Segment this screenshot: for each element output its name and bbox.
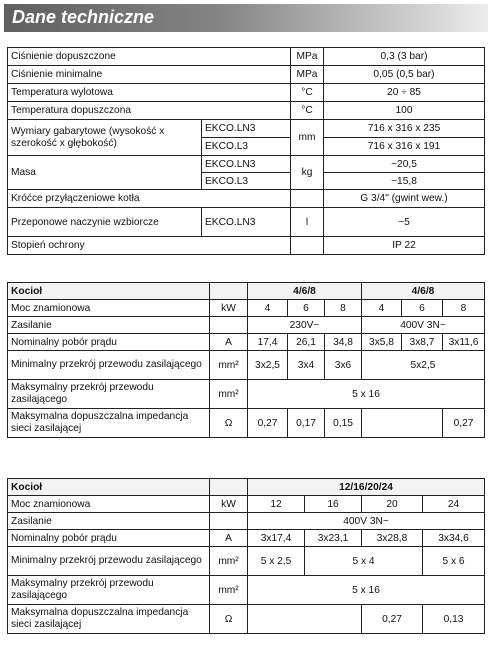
technical-data-table — [7, 47, 485, 255]
row-label: Maksymalna dopuszczalna impedancja sieci zasilającej — [8, 605, 210, 634]
row-unit: mm² — [210, 380, 248, 409]
header-empty — [210, 479, 248, 496]
cell: 230V~ — [248, 317, 362, 334]
cell: 5 x 2,5 — [248, 547, 305, 576]
row-unit: Ω — [210, 409, 248, 438]
row-value: 0,3 (3 bar) — [324, 48, 485, 66]
header-label: Kocioł — [8, 479, 210, 496]
cell: 0,17 — [288, 409, 325, 438]
table-row — [8, 48, 485, 66]
section-header — [4, 4, 488, 32]
cell: 8 — [443, 300, 485, 317]
model-name: EKCO.LN3 — [202, 156, 291, 173]
row-label: Wymiary gabarytowe (wysokość x szerokość x głębokość) — [8, 120, 202, 156]
table-row — [8, 102, 485, 120]
table-row — [8, 409, 485, 438]
cell: 6 — [288, 300, 325, 317]
cell: 3x6 — [325, 351, 362, 380]
row-unit — [210, 317, 248, 334]
table-row — [8, 120, 485, 138]
row-label: Nominalny pobór prądu — [8, 334, 210, 351]
row-label: Króćce przyłączeniowe kotła — [8, 190, 291, 208]
cell: 0,27 — [362, 605, 423, 634]
row-unit: mm² — [210, 547, 248, 576]
cell — [362, 409, 443, 438]
table-row — [8, 351, 485, 380]
row-value: IP 22 — [324, 237, 485, 255]
row-label: Ciśnienie dopuszczone — [8, 48, 291, 66]
row-unit — [210, 513, 248, 530]
row-value: 716 x 316 x 191 — [324, 138, 485, 156]
row-label: Zasilanie — [8, 317, 210, 334]
cell: 16 — [305, 496, 362, 513]
row-value: G 3/4" (gwint wew.) — [324, 190, 485, 208]
table-row — [8, 513, 485, 530]
row-label: Zasilanie — [8, 513, 210, 530]
table-row — [8, 190, 485, 208]
table-row — [8, 605, 485, 634]
row-unit: Ω — [210, 605, 248, 634]
table-row — [8, 530, 485, 547]
cell: 5 x 16 — [248, 380, 485, 409]
table-row — [8, 380, 485, 409]
row-unit: kW — [210, 496, 248, 513]
row-unit: MPa — [291, 66, 324, 84]
table-row — [8, 317, 485, 334]
row-unit: kg — [291, 156, 324, 190]
row-label: Minimalny przekrój przewodu zasilającego — [8, 547, 210, 576]
cell: 26,1 — [288, 334, 325, 351]
header-label: Kocioł — [8, 283, 210, 300]
cell: 5 x 16 — [248, 576, 485, 605]
table-header-row — [8, 283, 485, 300]
row-unit: kW — [210, 300, 248, 317]
cell: 4 — [362, 300, 402, 317]
row-value: ~15,8 — [324, 173, 485, 190]
row-value: 100 — [324, 102, 485, 120]
cell: 5 x 4 — [305, 547, 423, 576]
row-label: Maksymalny przekrój przewodu zasilającego — [8, 380, 210, 409]
row-unit: A — [210, 334, 248, 351]
row-unit: MPa — [291, 48, 324, 66]
row-label: Maksymalna dopuszczalna impedancja sieci zasilającej — [8, 409, 210, 438]
model-group: 12/16/20/24 — [248, 479, 485, 496]
row-unit: mm² — [210, 576, 248, 605]
table-row — [8, 66, 485, 84]
cell: 400V 3N~ — [248, 513, 485, 530]
row-unit: mm² — [210, 351, 248, 380]
header-empty — [210, 283, 248, 300]
cell: 0,27 — [248, 409, 288, 438]
row-value: 716 x 316 x 235 — [324, 120, 485, 138]
row-label: Maksymalny przekrój przewodu zasilającego — [8, 576, 210, 605]
model-name: EKCO.LN3 — [202, 120, 291, 138]
table-row — [8, 334, 485, 351]
cell: 6 — [402, 300, 443, 317]
model-name: EKCO.L3 — [202, 138, 291, 156]
cell: 3x17,4 — [248, 530, 305, 547]
row-unit: mm — [291, 120, 324, 156]
row-label: Przeponowe naczynie wzbiorcze — [8, 208, 202, 237]
table-row — [8, 237, 485, 255]
cell: 3x28,8 — [362, 530, 423, 547]
row-value: ~5 — [324, 208, 485, 237]
row-label: Temperatura dopuszczona — [8, 102, 291, 120]
model-group: 4/6/8 — [248, 283, 362, 300]
row-unit — [291, 237, 324, 255]
boiler-4-6-8-table — [7, 282, 485, 438]
cell: 3x2,5 — [248, 351, 288, 380]
cell: 400V 3N~ — [362, 317, 485, 334]
row-label: Moc znamionowa — [8, 496, 210, 513]
cell: 5x2,5 — [362, 351, 485, 380]
cell: 34,8 — [325, 334, 362, 351]
cell: 0,27 — [443, 409, 485, 438]
row-unit — [291, 190, 324, 208]
cell: 3x8,7 — [402, 334, 443, 351]
cell: 3x34,6 — [423, 530, 485, 547]
model-name: EKCO.L3 — [202, 173, 291, 190]
cell: 3x11,6 — [443, 334, 485, 351]
cell: 3x5,8 — [362, 334, 402, 351]
table-row — [8, 84, 485, 102]
row-label: Temperatura wylotowa — [8, 84, 291, 102]
cell: 3x4 — [288, 351, 325, 380]
cell: 5 x 6 — [423, 547, 485, 576]
row-label: Minimalny przekrój przewodu zasilającego — [8, 351, 210, 380]
cell: 17,4 — [248, 334, 288, 351]
model-name: EKCO.LN3 — [202, 208, 291, 237]
section-title: Dane techniczne — [12, 7, 155, 27]
row-label: Nominalny pobór prądu — [8, 530, 210, 547]
row-label: Ciśnienie minimalne — [8, 66, 291, 84]
cell: 12 — [248, 496, 305, 513]
cell — [248, 605, 362, 634]
table-row — [8, 208, 485, 237]
row-value: 0,05 (0,5 bar) — [324, 66, 485, 84]
cell: 3x23,1 — [305, 530, 362, 547]
table-row — [8, 576, 485, 605]
table-row — [8, 496, 485, 513]
row-unit: °C — [291, 84, 324, 102]
cell: 0,15 — [325, 409, 362, 438]
boiler-12-16-20-24-table — [7, 478, 485, 634]
row-label: Stopień ochrony — [8, 237, 291, 255]
table-row — [8, 156, 485, 173]
cell: 0,13 — [423, 605, 485, 634]
table-row — [8, 300, 485, 317]
row-label: Masa — [8, 156, 202, 190]
row-label: Moc znamionowa — [8, 300, 210, 317]
table-header-row — [8, 479, 485, 496]
row-value: 20 ÷ 85 — [324, 84, 485, 102]
cell: 8 — [325, 300, 362, 317]
cell: 4 — [248, 300, 288, 317]
row-value: ~20,5 — [324, 156, 485, 173]
row-unit: l — [291, 208, 324, 237]
row-unit: °C — [291, 102, 324, 120]
table-row — [8, 547, 485, 576]
model-group: 4/6/8 — [362, 283, 485, 300]
cell: 24 — [423, 496, 485, 513]
row-unit: A — [210, 530, 248, 547]
cell: 20 — [362, 496, 423, 513]
